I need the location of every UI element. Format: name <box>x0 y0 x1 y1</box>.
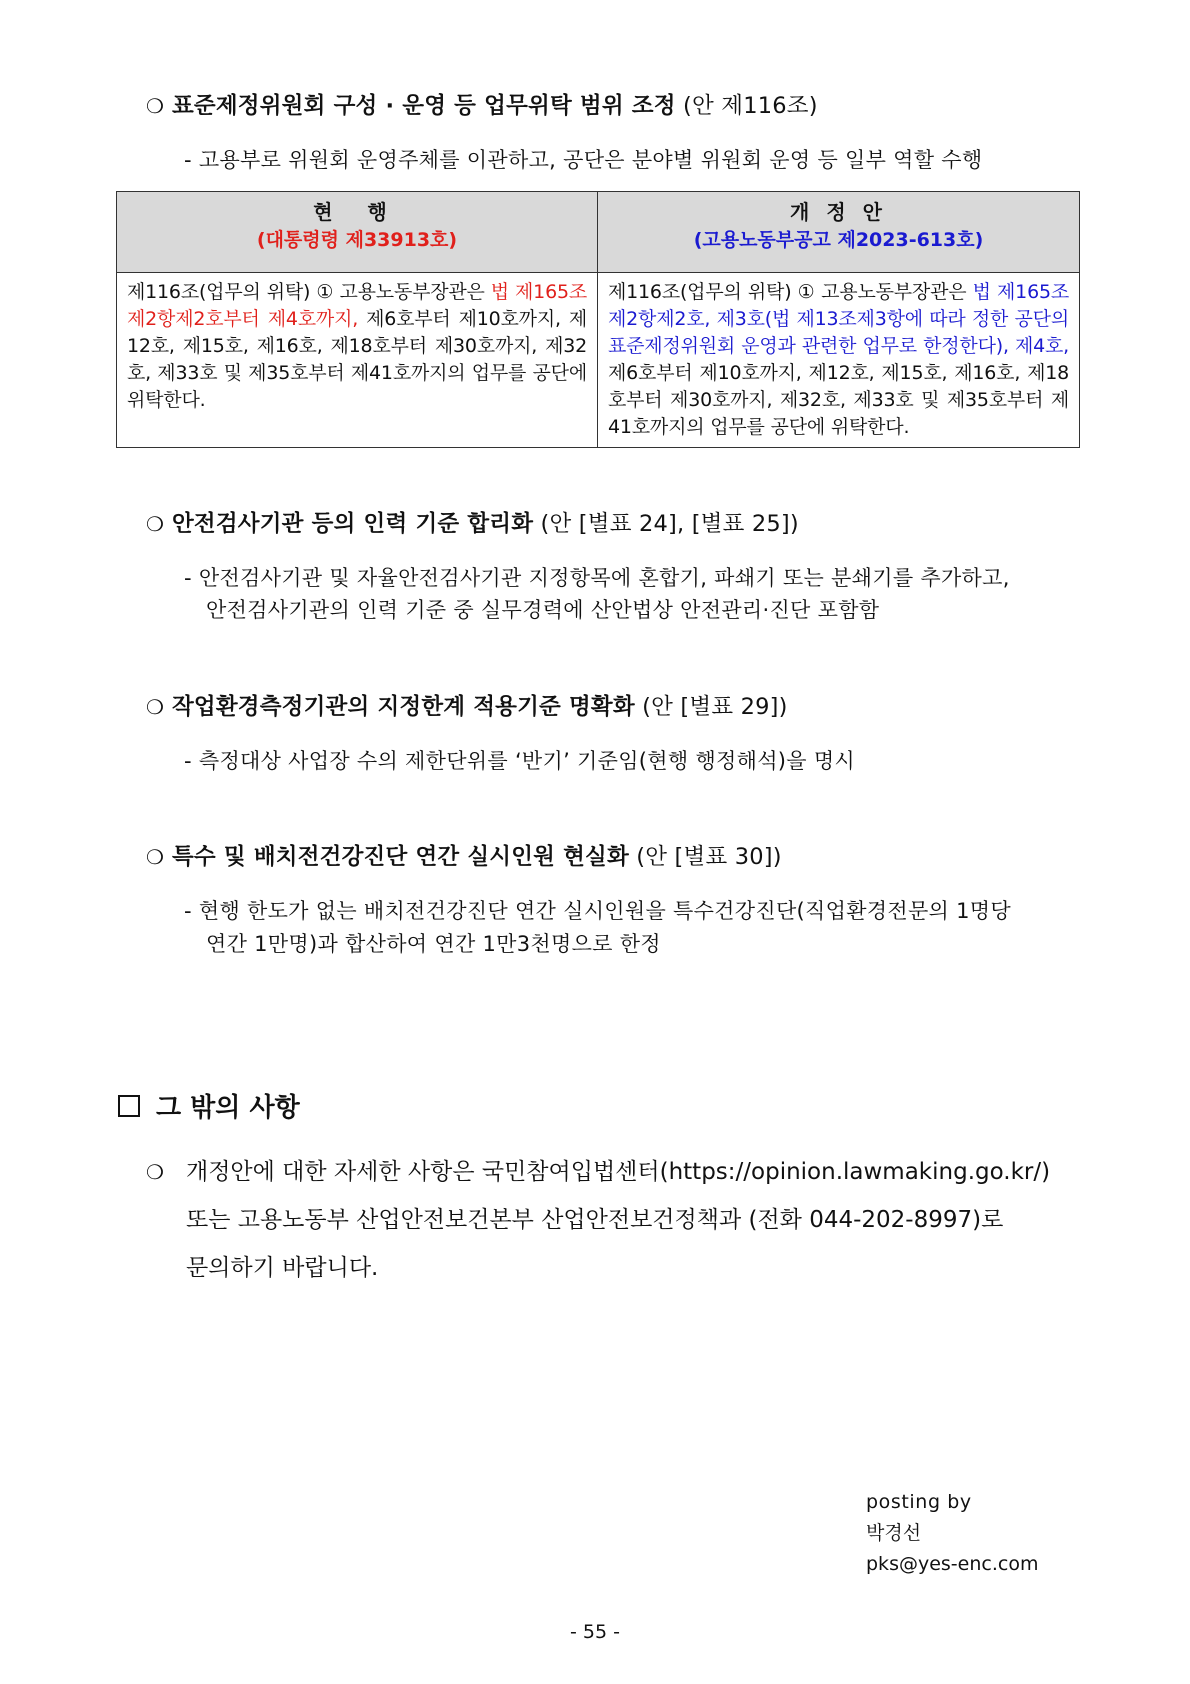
section-title: 특수 및 배치전건강진단 연간 실시인원 현실화 <box>172 844 629 870</box>
section-ref: (안 제116조) <box>675 93 818 119</box>
section-detail-line: 연간 1만명)과 합산하여 연간 1만3천명으로 한정 <box>206 932 661 956</box>
cell-text: 제6호부터 제10호까지, 제12호, 제15호, 제16호, 제18호부터 제30호까지, 제32호, 제33호 및 제35호부터 제41호까지의 업무를 공단에 위탁한다. <box>127 308 587 411</box>
column-subtitle-proposed: (고용노동부공고 제2023-613호) <box>693 229 984 251</box>
section-ref: (안 [별표 30]) <box>628 844 782 870</box>
posting-label: posting by <box>866 1491 972 1513</box>
cell-text: 제116조(업무의 위탁) ① 고용노동부장관은 <box>608 281 973 303</box>
circle-bullet-icon: ❍ <box>146 695 165 719</box>
column-title-current: 현 행 <box>313 200 401 224</box>
column-subtitle-current: (대통령령 제33913호) <box>256 229 458 251</box>
posting-email: pks@yes-enc.com <box>866 1553 1039 1575</box>
table-cell-proposed <box>598 273 1080 448</box>
cell-text-highlight-blue: 법 제165조제2항제2호, 제3호(법 제13조제3항에 따라 정한 공단의 표준제정위원회 운영과 관련한 업무로 한정한다), 제4호, <box>608 281 1069 357</box>
other-line: 개정안에 대한 자세한 사항은 국민참여입법센터(https://opinion.lawmaking.go.kr/) <box>186 1159 1051 1185</box>
table-cell-current <box>117 273 598 448</box>
circle-bullet-icon: ❍ <box>146 1160 164 1184</box>
section-heading <box>146 692 788 722</box>
cell-text: 제6호부터 제10호까지, 제12호, 제15호, 제16호, 제18호부터 제30호까지, 제32호, 제33호 및 제35호부터 제41호까지의 업무를 공단에 위탁한다. <box>608 362 1069 438</box>
other-line: 문의하기 바랍니다. <box>186 1255 379 1281</box>
section-detail-line: - 측정대상 사업장 수의 제한단위를 ‘반기’ 기준임(현행 행정해석)을 명시 <box>184 749 856 773</box>
posting-name: 박경선 <box>866 1522 922 1544</box>
other-line: 또는 고용노동부 산업안전보건본부 산업안전보건정책과 (전화 044-202-8997)로 <box>186 1207 1004 1233</box>
posting-block <box>866 1487 1038 1580</box>
circle-bullet-icon: ❍ <box>146 845 165 869</box>
cell-text-highlight-red: 법 제165조제2항제2호부터 제4호까지, <box>127 281 588 330</box>
column-header-proposed <box>598 192 1080 273</box>
section-detail-line: 안전검사기관의 인력 기준 중 실무경력에 산안법상 안전관리·진단 포함함 <box>206 598 880 622</box>
section-heading <box>146 91 818 121</box>
section-detail-line: - 안전검사기관 및 자율안전검사기관 지정항목에 혼합기, 파쇄기 또는 분쇄기를 추가하고, <box>184 566 1010 590</box>
column-title-proposed: 개 정 안 <box>790 200 887 224</box>
section-heading <box>146 509 799 539</box>
section-ref: (안 [별표 24], [별표 25]) <box>533 511 799 537</box>
cell-text: 제116조(업무의 위탁) ① 고용노동부장관은 <box>127 281 491 303</box>
section-ref: (안 [별표 29]) <box>634 694 788 720</box>
section-title: 안전검사기관 등의 인력 기준 합리화 <box>172 511 534 537</box>
circle-bullet-icon: ❍ <box>146 94 165 118</box>
comparison-table <box>116 191 1080 448</box>
other-matters-body <box>146 1148 1050 1292</box>
section-heading <box>146 842 782 872</box>
square-bullet-icon <box>118 1095 140 1117</box>
circle-bullet-icon: ❍ <box>146 512 165 536</box>
section-title: 표준제정위원회 구성 · 운영 등 업무위탁 범위 조정 <box>172 93 676 119</box>
other-matters-title: 그 밖의 사항 <box>156 1093 300 1123</box>
other-matters-heading <box>118 1087 300 1124</box>
page-number: - 55 - <box>570 1621 620 1643</box>
section-title: 작업환경측정기관의 지정한계 적용기준 명확화 <box>172 694 635 720</box>
section-detail-line: - 현행 한도가 없는 배치전건강진단 연간 실시인원을 특수건강진단(직업환경전문의 1명당 <box>184 899 1011 923</box>
section-detail-line: - 고용부로 위원회 운영주체를 이관하고, 공단은 분야별 위원회 운영 등 일부 역할 수행 <box>184 148 983 172</box>
column-header-current <box>117 192 598 273</box>
